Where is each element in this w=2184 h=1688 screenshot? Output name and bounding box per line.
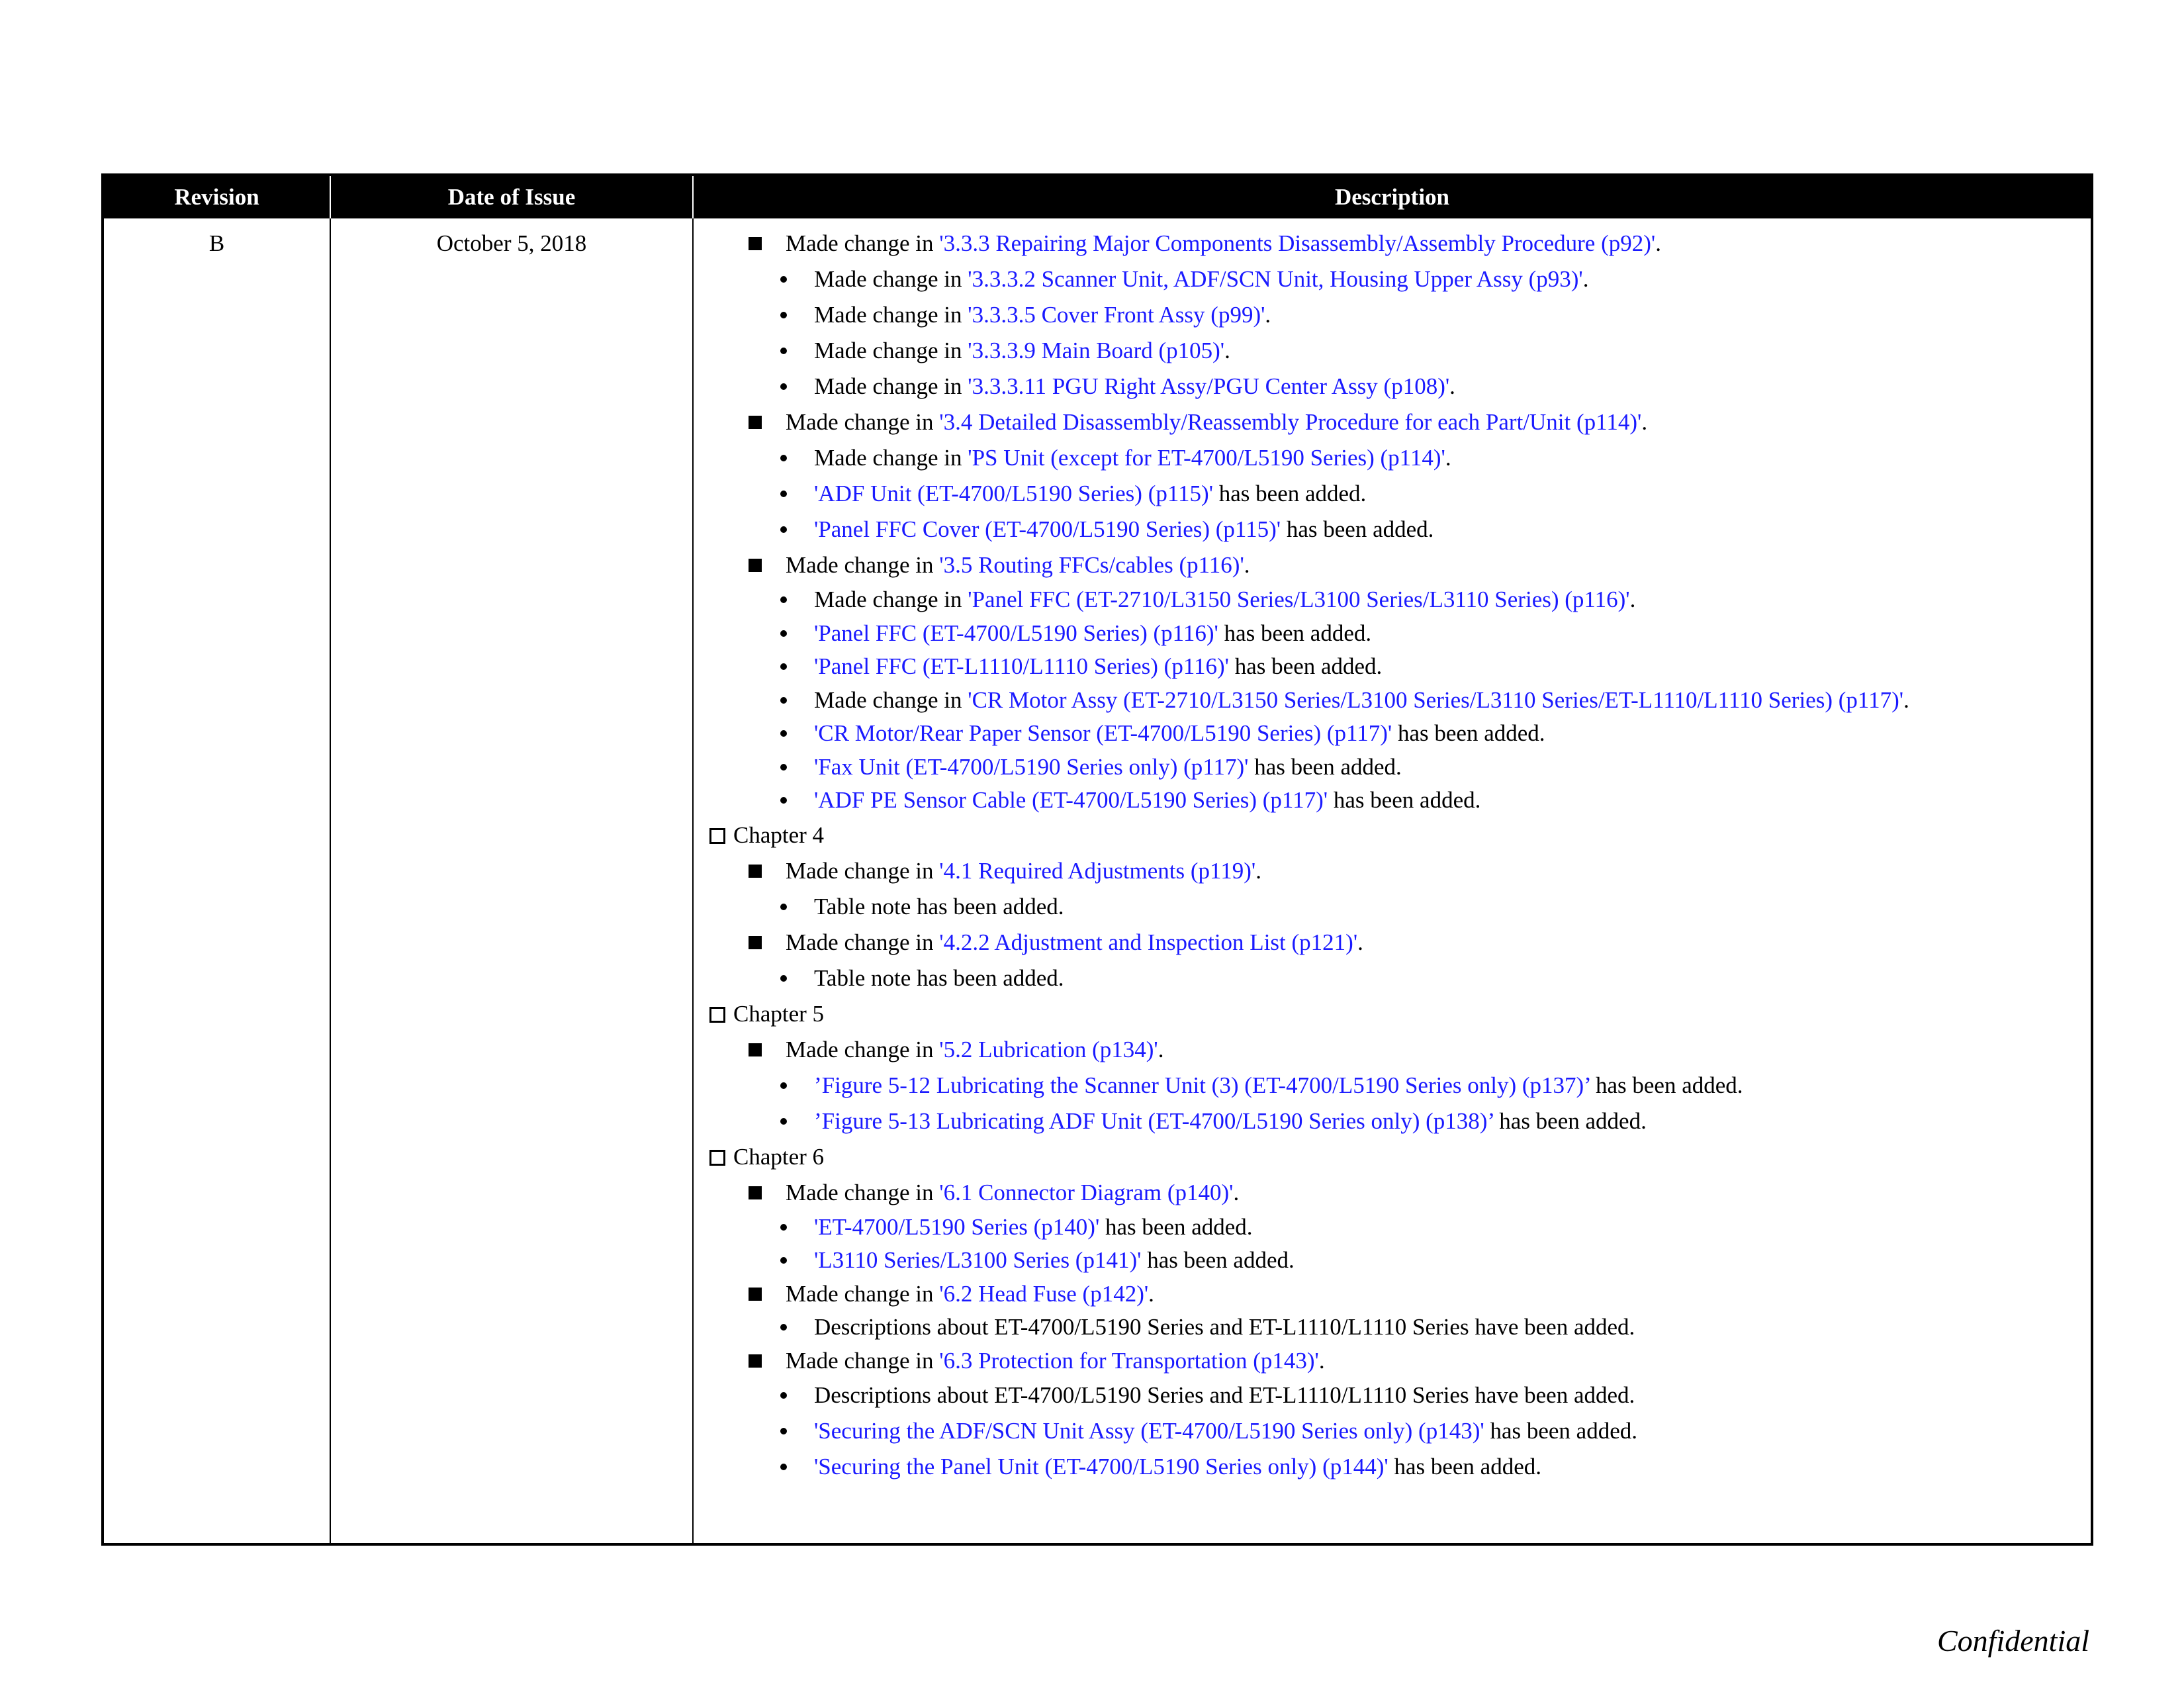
item-text-suffix: .	[1582, 266, 1589, 292]
bullet-dot-icon	[780, 663, 787, 670]
bullet-dot-icon	[780, 596, 787, 603]
bullet-dot-icon	[780, 1392, 787, 1399]
item-text: Made change in	[814, 266, 968, 292]
filled-square-bullet-icon	[749, 1288, 762, 1301]
list-item	[694, 333, 2091, 369]
checkbox-square-icon	[709, 828, 725, 844]
item-text-suffix: .	[1445, 445, 1451, 471]
bullet-dot-icon	[780, 630, 787, 637]
item-text-suffix: .	[1148, 1280, 1154, 1307]
description-list	[694, 218, 2091, 1485]
list-item	[694, 440, 2091, 476]
item-text-suffix: .	[1641, 409, 1648, 435]
date-cell: October 5, 2018	[330, 218, 693, 1544]
filled-square-bullet-icon	[749, 559, 762, 572]
section-link[interactable]: '3.3.3.5 Cover Front Assy (p99)'	[968, 302, 1265, 328]
item-text: Made change in	[786, 1179, 940, 1205]
list-item	[694, 853, 2091, 889]
bullet-dot-icon	[780, 491, 787, 497]
section-link[interactable]: '3.3.3.2 Scanner Unit, ADF/SCN Unit, Housing Upper Assy (p93)'	[968, 266, 1583, 292]
item-text: Made change in	[786, 857, 940, 884]
section-link[interactable]: 'Panel FFC (ET-L1110/L1110 Series) (p116)'	[814, 653, 1229, 679]
section-link[interactable]: ’Figure 5-13 Lubricating ADF Unit (ET-4700/L5190 Series only) (p138)’	[814, 1107, 1494, 1134]
section-link[interactable]: '6.2 Head Fuse (p142)'	[939, 1280, 1149, 1307]
item-text-suffix: .	[1255, 857, 1261, 884]
revision-history-table	[101, 173, 2093, 1546]
item-text-suffix: .	[1449, 373, 1455, 399]
item-text: Made change in	[786, 409, 940, 435]
list-item	[694, 1278, 2091, 1311]
item-text: Made change in	[814, 686, 968, 713]
bullet-dot-icon	[780, 1082, 787, 1089]
item-text: Descriptions about ET-4700/L5190 Series and ET-L1110/L1110 Series have been added.	[814, 1314, 1635, 1340]
section-link[interactable]: '6.3 Protection for Transportation (p143)'	[939, 1347, 1319, 1374]
section-link[interactable]: 'Panel FFC (ET-4700/L5190 Series) (p116)'	[814, 620, 1218, 646]
bullet-dot-icon	[780, 455, 787, 461]
filled-square-bullet-icon	[749, 936, 762, 949]
checkbox-square-icon	[709, 1007, 725, 1023]
item-text: Made change in	[786, 1347, 940, 1374]
item-text: Made change in	[814, 445, 968, 471]
table-row	[103, 218, 2092, 1544]
item-text: Made change in	[786, 1280, 940, 1307]
item-text: Made change in	[786, 552, 940, 578]
bullet-dot-icon	[780, 797, 787, 804]
bullet-dot-icon	[780, 276, 787, 283]
list-item	[694, 261, 2091, 297]
bullet-dot-icon	[780, 1324, 787, 1331]
list-item	[694, 512, 2091, 547]
bullet-dot-icon	[780, 348, 787, 354]
section-link[interactable]: 'ADF PE Sensor Cable (ET-4700/L5190 Series) (p117)'	[814, 787, 1328, 813]
filled-square-bullet-icon	[749, 865, 762, 878]
description-header: Description	[693, 175, 2092, 218]
list-item	[694, 226, 2091, 261]
filled-square-bullet-icon	[749, 237, 762, 250]
list-item	[694, 751, 2091, 784]
item-text: Made change in	[814, 373, 968, 399]
list-item	[694, 650, 2091, 684]
section-link[interactable]: 'ET-4700/L5190 Series (p140)'	[814, 1213, 1100, 1240]
section-link[interactable]: 'Panel FFC Cover (ET-4700/L5190 Series) (p115)'	[814, 516, 1281, 542]
filled-square-bullet-icon	[749, 1354, 762, 1368]
bullet-dot-icon	[780, 312, 787, 318]
chapter-item	[694, 1139, 2091, 1175]
bullet-dot-icon	[780, 764, 787, 771]
list-item	[694, 617, 2091, 651]
filled-square-bullet-icon	[749, 416, 762, 429]
item-text: Chapter 4	[733, 821, 825, 848]
item-text: Made change in	[786, 929, 940, 955]
item-text: Made change in	[786, 230, 940, 256]
section-link[interactable]: '4.2.2 Adjustment and Inspection List (p121)'	[939, 929, 1358, 955]
bullet-dot-icon	[780, 383, 787, 390]
section-link[interactable]: 'Panel FFC (ET-2710/L3150 Series/L3100 Series/L3110 Series) (p116)'	[968, 586, 1630, 612]
bullet-dot-icon	[780, 1118, 787, 1125]
bullet-dot-icon	[780, 697, 787, 704]
item-text-suffix: .	[1244, 552, 1250, 578]
list-item	[694, 1103, 2091, 1139]
revision-cell: B	[103, 218, 330, 1544]
bullet-dot-icon	[780, 1428, 787, 1434]
list-item	[694, 1211, 2091, 1244]
item-text-suffix: .	[1903, 686, 1909, 713]
description-cell	[693, 218, 2092, 1544]
item-text-suffix: has been added.	[1141, 1247, 1295, 1273]
item-text-suffix: has been added.	[1328, 787, 1481, 813]
section-link[interactable]: 'Securing the Panel Unit (ET-4700/L5190 Series only) (p144)'	[814, 1454, 1388, 1479]
section-link[interactable]: '3.3.3.9 Main Board (p105)'	[968, 338, 1225, 363]
section-link[interactable]: '3.4 Detailed Disassembly/Reassembly Procedure for each Part/Unit (p114)'	[939, 409, 1642, 435]
section-link[interactable]: 'L3110 Series/L3100 Series (p141)'	[814, 1247, 1142, 1273]
confidential-label: Confidential	[1937, 1624, 2089, 1658]
section-link[interactable]: ’Figure 5-12 Lubricating the Scanner Unit (3) (ET-4700/L5190 Series only) (p137)’	[814, 1072, 1590, 1098]
list-item	[694, 583, 2091, 617]
section-link[interactable]: '4.1 Required Adjustments (p119)'	[939, 857, 1256, 884]
item-text: Made change in	[814, 302, 968, 328]
item-text-suffix: has been added.	[1388, 1454, 1541, 1479]
item-text-suffix: has been added.	[1229, 653, 1383, 679]
item-text-suffix: has been added.	[1248, 753, 1402, 780]
item-text: Table note has been added.	[814, 893, 1064, 919]
section-link[interactable]: 'CR Motor Assy (ET-2710/L3150 Series/L3100 Series/L3110 Series/ET-L1110/L1110 Series) (p117)'	[968, 686, 1904, 713]
list-item	[694, 684, 2091, 718]
item-text-suffix: .	[1629, 586, 1636, 612]
list-item	[694, 925, 2091, 961]
item-text: Chapter 6	[733, 1143, 825, 1170]
filled-square-bullet-icon	[749, 1186, 762, 1199]
bullet-dot-icon	[780, 904, 787, 910]
item-text: Table note has been added.	[814, 964, 1064, 991]
list-item	[694, 1068, 2091, 1103]
list-item	[694, 784, 2091, 818]
item-text-suffix: has been added.	[1099, 1213, 1253, 1240]
list-item	[694, 369, 2091, 404]
item-text: Chapter 5	[733, 1000, 825, 1027]
date-header: Date of Issue	[330, 175, 693, 218]
bullet-dot-icon	[780, 526, 787, 533]
list-item	[694, 1244, 2091, 1278]
list-item	[694, 547, 2091, 583]
section-link[interactable]: 'Fax Unit (ET-4700/L5190 Series only) (p117)'	[814, 753, 1249, 780]
item-text: Made change in	[786, 1036, 940, 1062]
section-link[interactable]: 'CR Motor/Rear Paper Sensor (ET-4700/L5190 Series) (p117)'	[814, 720, 1392, 746]
section-link[interactable]: 'PS Unit (except for ET-4700/L5190 Series) (p114)'	[968, 445, 1445, 471]
section-link[interactable]: 'Securing the ADF/SCN Unit Assy (ET-4700/L5190 Series only) (p143)'	[814, 1418, 1484, 1444]
filled-square-bullet-icon	[749, 1043, 762, 1056]
bullet-dot-icon	[780, 1224, 787, 1231]
item-text-suffix: .	[1224, 338, 1230, 363]
list-item	[694, 1378, 2091, 1413]
item-text-suffix: .	[1655, 230, 1661, 256]
item-text-suffix: .	[1233, 1179, 1240, 1205]
list-item	[694, 297, 2091, 333]
list-item	[694, 404, 2091, 440]
list-item	[694, 889, 2091, 925]
section-link[interactable]: '3.3.3 Repairing Major Components Disassembly/Assembly Procedure (p92)'	[939, 230, 1656, 256]
item-text: Made change in	[814, 586, 968, 612]
item-text-suffix: has been added.	[1213, 481, 1367, 506]
list-item	[694, 961, 2091, 996]
item-text-suffix: .	[1357, 929, 1363, 955]
bullet-dot-icon	[780, 730, 787, 737]
item-text-suffix: .	[1265, 302, 1271, 328]
item-text-suffix: has been added.	[1392, 720, 1545, 746]
item-text-suffix: has been added.	[1218, 620, 1372, 646]
item-text-suffix: has been added.	[1281, 516, 1434, 542]
chapter-item	[694, 818, 2091, 853]
revision-header: Revision	[103, 175, 330, 218]
section-link[interactable]: '3.3.3.11 PGU Right Assy/PGU Center Assy (p108)'	[968, 373, 1450, 399]
section-link[interactable]: '5.2 Lubrication (p134)'	[939, 1036, 1158, 1062]
section-link[interactable]: 'ADF Unit (ET-4700/L5190 Series) (p115)'	[814, 481, 1214, 506]
item-text-suffix: has been added.	[1590, 1072, 1743, 1098]
list-item	[694, 1032, 2091, 1068]
section-link[interactable]: '3.5 Routing FFCs/cables (p116)'	[939, 552, 1244, 578]
item-text-suffix: has been added.	[1484, 1418, 1637, 1444]
bullet-dot-icon	[780, 975, 787, 982]
list-item	[694, 1175, 2091, 1211]
list-item	[694, 1413, 2091, 1449]
bullet-dot-icon	[780, 1257, 787, 1264]
item-text-suffix: .	[1158, 1036, 1164, 1062]
list-item	[694, 476, 2091, 512]
section-link[interactable]: '6.1 Connector Diagram (p140)'	[939, 1179, 1234, 1205]
list-item	[694, 1344, 2091, 1378]
item-text: Descriptions about ET-4700/L5190 Series and ET-L1110/L1110 Series have been added.	[814, 1382, 1635, 1408]
chapter-item	[694, 996, 2091, 1032]
item-text-suffix: has been added.	[1493, 1107, 1647, 1134]
table-header-row	[103, 175, 2092, 218]
item-text: Made change in	[814, 338, 968, 363]
item-text-suffix: .	[1318, 1347, 1325, 1374]
checkbox-square-icon	[709, 1150, 725, 1166]
list-item	[694, 1449, 2091, 1485]
bullet-dot-icon	[780, 1464, 787, 1470]
list-item	[694, 1311, 2091, 1344]
list-item	[694, 717, 2091, 751]
